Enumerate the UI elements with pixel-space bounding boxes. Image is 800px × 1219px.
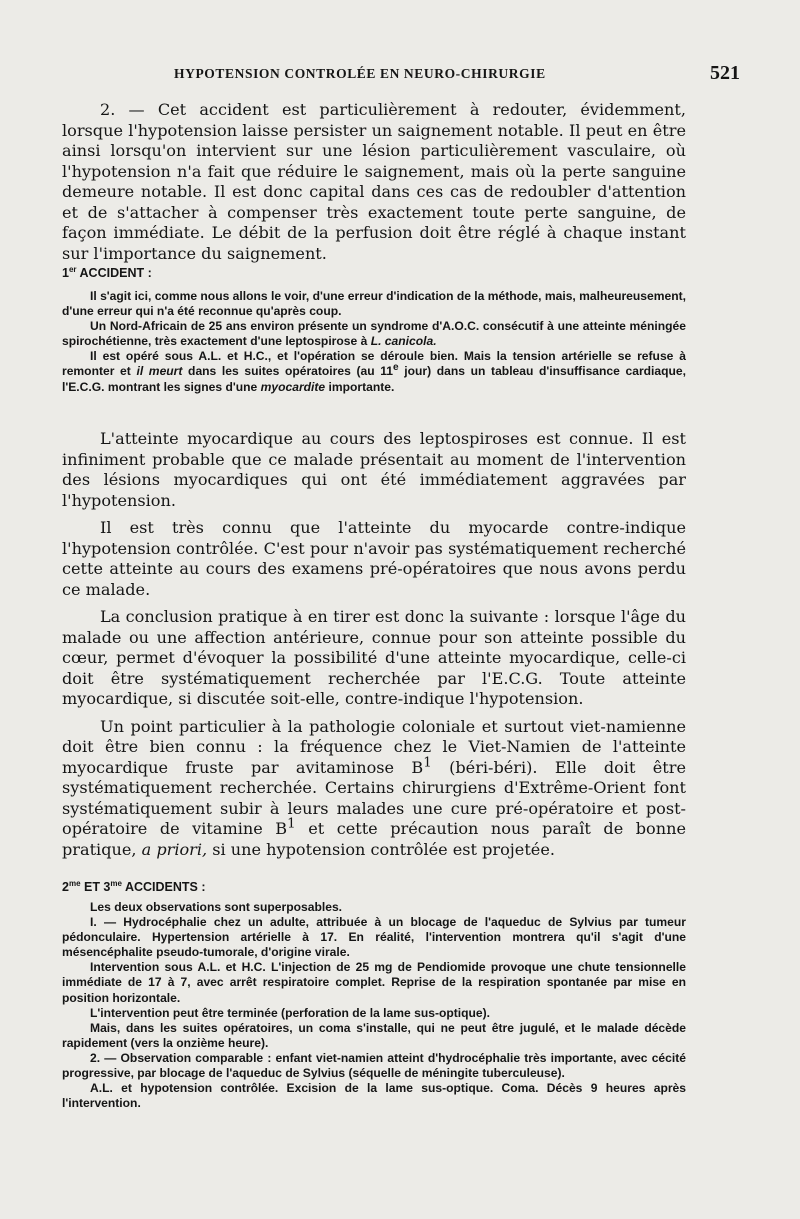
running-title: HYPOTENSION CONTROLÉE EN NEURO-CHIRURGIE — [174, 66, 546, 81]
case1-paragraph-3: Il est opéré sous A.L. et H.C., et l'opération se déroule bien. Mais la tension artérielle se refuse à remonter et il meurt dans les suites opératoires (au 11e jour) dans un tableau d'insuffisance cardiaque, l'E.C.G. montrant les signes d'une myocardite importante. — [62, 349, 686, 394]
discussion-paragraph-3: La conclusion pratique à en tirer est donc la suivante : lorsque l'âge du malade ou une affection antérieure, connue pour son atteinte possible du cœur, permet d'évoquer la possibilité d'une atteinte myocardique, celle-ci doit être systématiquement recherchée par l'E.C.G. Toute atteinte myocardique, si discutée soit-elle, contre-indique l'hypotension. — [62, 607, 686, 708]
page-header — [62, 62, 740, 86]
discussion-paragraphs — [62, 429, 686, 860]
case23-paragraph-6: 2. — Observation comparable : enfant viet-namien atteint d'hydrocéphalie très importante, avec cécité progressive, par blocage de l'aqueduc de Sylvius (séquelle de méningite tuberculeuse). — [62, 1050, 686, 1081]
intro-paragraph — [62, 100, 686, 264]
case23-paragraph-4: L'intervention peut être terminée (perforation de la lame sus-optique). — [90, 1005, 491, 1020]
discussion-paragraph-4: Un point particulier à la pathologie coloniale et surtout viet-namienne doit être bien connu : la fréquence chez le Viet-Namien de l'atteinte myocardique fruste par avitaminose $B^1$ (béri-béri). Elle doit être systématiquement recherchée. Certains chirurgiens d'Extrême-Orient font systématiquement subir à leurs malades une cure pré-opératoire et post-opératoire de vitamine $B^1$ et cette précaution nous paraît de bonne pratique, a priori, si une hypotension contrôlée est projetée. — [62, 716, 686, 859]
case23-paragraph-5: Mais, dans les suites opératoires, un coma s'installe, qui ne peut être jugulé, et le malade décède rapidement (vers la onzième heure). — [62, 1020, 686, 1050]
paragraph-accident-2: 2. — Cet accident est particulièrement à redouter, évidemment, lorsque l'hypotension laisse persister un saignement notable. Il peut en être ainsi lorsqu'on intervient sur une lésion particulièrement vasculaire, où l'hypotension n'a fait que réduire le saignement, mais où la perte sanguine demeure notable. Il est donc capital dans ces cas de redoubler d'attention et de s'attacher à compenser très exactement toute perte sanguine, de façon immédiate. Le débit de la perfusion doit être réglé à chaque instant sur l'importance du saignement. — [62, 100, 686, 263]
case-report-1 — [62, 289, 686, 395]
page-number: 521 — [710, 62, 740, 84]
case23-paragraph-2: I. — Hydrocéphalie chez un adulte, attribuée à un blocage de l'aqueduc de Sylvius par tumeur pédonculaire. Hypertension artérielle à 17. En réalité, l'intervention montrera qu'il s'agit d'une mésencéphalite pseudo-tumorale, d'origine virale. — [62, 915, 686, 960]
case1-paragraph-2: Un Nord-Africain de 25 ans environ présente un syndrome d'A.O.C. consécutif à une atteinte méningée spirochétienne, très exactement d'une leptospirose à L. canicola. — [62, 319, 686, 349]
discussion-paragraph-1: L'atteinte myocardique au cours des leptospiroses est connue. Il est infiniment probable que ce malade présentait au moment de l'intervention des lésions myocardiques qui ont été immédiatement aggravées par l'hypotension. — [62, 429, 686, 510]
case-reports-2-3 — [62, 900, 686, 1111]
discussion-paragraph-2: Il est très connu que l'atteinte du myocarde contre-indique l'hypotension contrôlée. C'est pour n'avoir pas systématiquement recherché cette atteinte au cours des examens pré-opératoires que nous avons perdu ce malade. — [62, 518, 686, 599]
case23-paragraph-7: A.L. et hypotension contrôlée. Excision de la lame sus-optique. Coma. Décès 9 heures après l'intervention. — [62, 1081, 686, 1111]
case23-paragraph-3: Intervention sous A.L. et H.C. L'injection de 25 mg de Pendiomide provoque une chute tensionnelle immédiate de 17 à 7, avec arrêt respiratoire complet. Reprise de la respiration spontanée par mise en position horizontale. — [62, 960, 686, 1005]
case1-paragraph-1: Il s'agit ici, comme nous allons le voir, d'une erreur d'indication de la méthode, mais, malheureusement, d'une erreur qui n'a été reconnue qu'après coup. — [62, 289, 687, 319]
section-heading-first-accident: 1er ACCIDENT : — [62, 264, 152, 280]
case23-paragraph-1: Les deux observations sont superposables. — [90, 900, 343, 914]
section-heading-second-third-accidents: $2^{me}$ ET $3^{me}$ ACCIDENTS : — [62, 878, 206, 894]
